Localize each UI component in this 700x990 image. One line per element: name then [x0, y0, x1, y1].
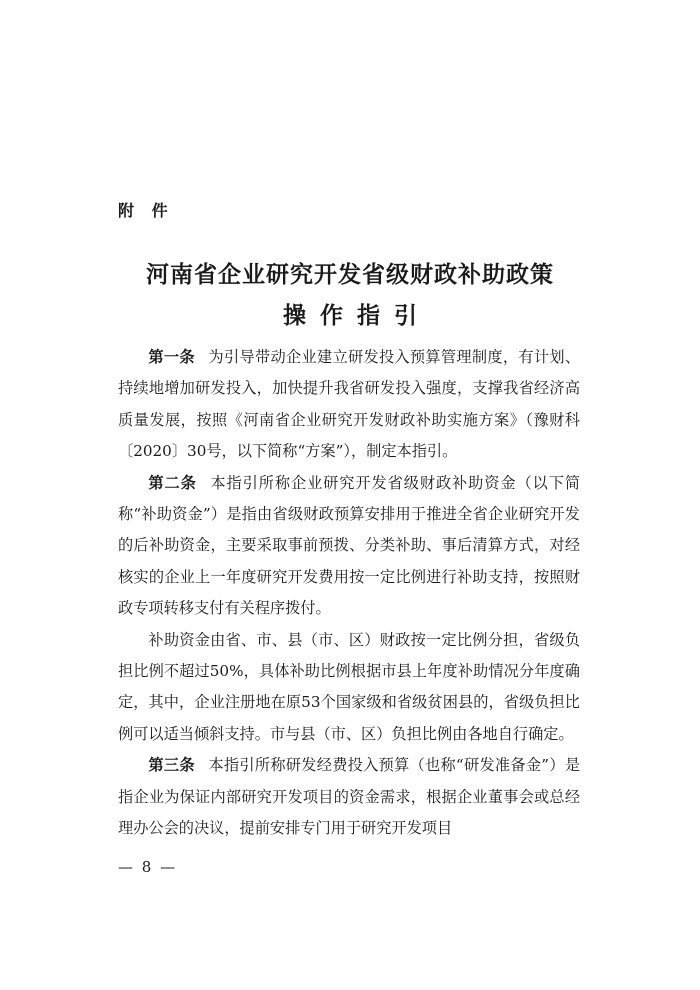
document-title-line2: 操作指引 [283, 302, 431, 329]
paragraph-text-1: 为引导带动企业建立研发投入预算管理制度，有计划、持续地增加研发投入，加快提升我省研发投入强度，支撑我省经济高质量发展，按照《河南省企业研究开发财政补助实施方案》（豫财科〔2020〕30号，以下简称“方案”），制定本指引。 [118, 348, 581, 461]
paragraph-text-3: 补助资金由省、市、县（市、区）财政按一定比例分担，省级负担比例不超过50%，具体补助比例根据市县上年度补助情况分年度确定，其中，企业注册地在原53个国家级和省级贫困县的，省级负担比例可以适当倾斜支持。市与县（市、区）负担比例由各地自行确定。 [118, 630, 580, 743]
paragraph-article-1 [118, 342, 580, 468]
document-body [118, 342, 580, 845]
paragraph-text-4: 本指引所称研发经费投入预算（也称“研发准备金”）是指企业为保证内部研究开发项目的资金需求，根据企业董事会或总经理办公会的决议，提前安排专门用于研究开发项目 [118, 756, 581, 838]
paragraph-text-2: 本指引所称企业研究开发省级财政补助资金（以下简称“补助资金”）是指由省级财政预算安排用于推进全省企业研究开发的后补助资金，主要采取事前预拨、分类补助、事后清算方式，对经核实的企业上一年度研究开发费用按一定比例进行补助支持，按照财政专项转移支付有关程序拨付。 [118, 473, 581, 618]
paragraph-funding-share [118, 625, 580, 751]
article-heading-3: 第三条 [148, 756, 195, 775]
paragraph-article-3 [118, 750, 580, 844]
article-heading-1: 第一条 [148, 348, 195, 366]
attachment-label: 附 件 [118, 201, 174, 220]
document-title-line1: 河南省企业研究开发省级财政补助政策 [146, 261, 554, 288]
paragraph-article-2 [118, 468, 580, 625]
article-heading-2: 第二条 [148, 473, 197, 492]
page-number: — 8 — [118, 858, 178, 876]
